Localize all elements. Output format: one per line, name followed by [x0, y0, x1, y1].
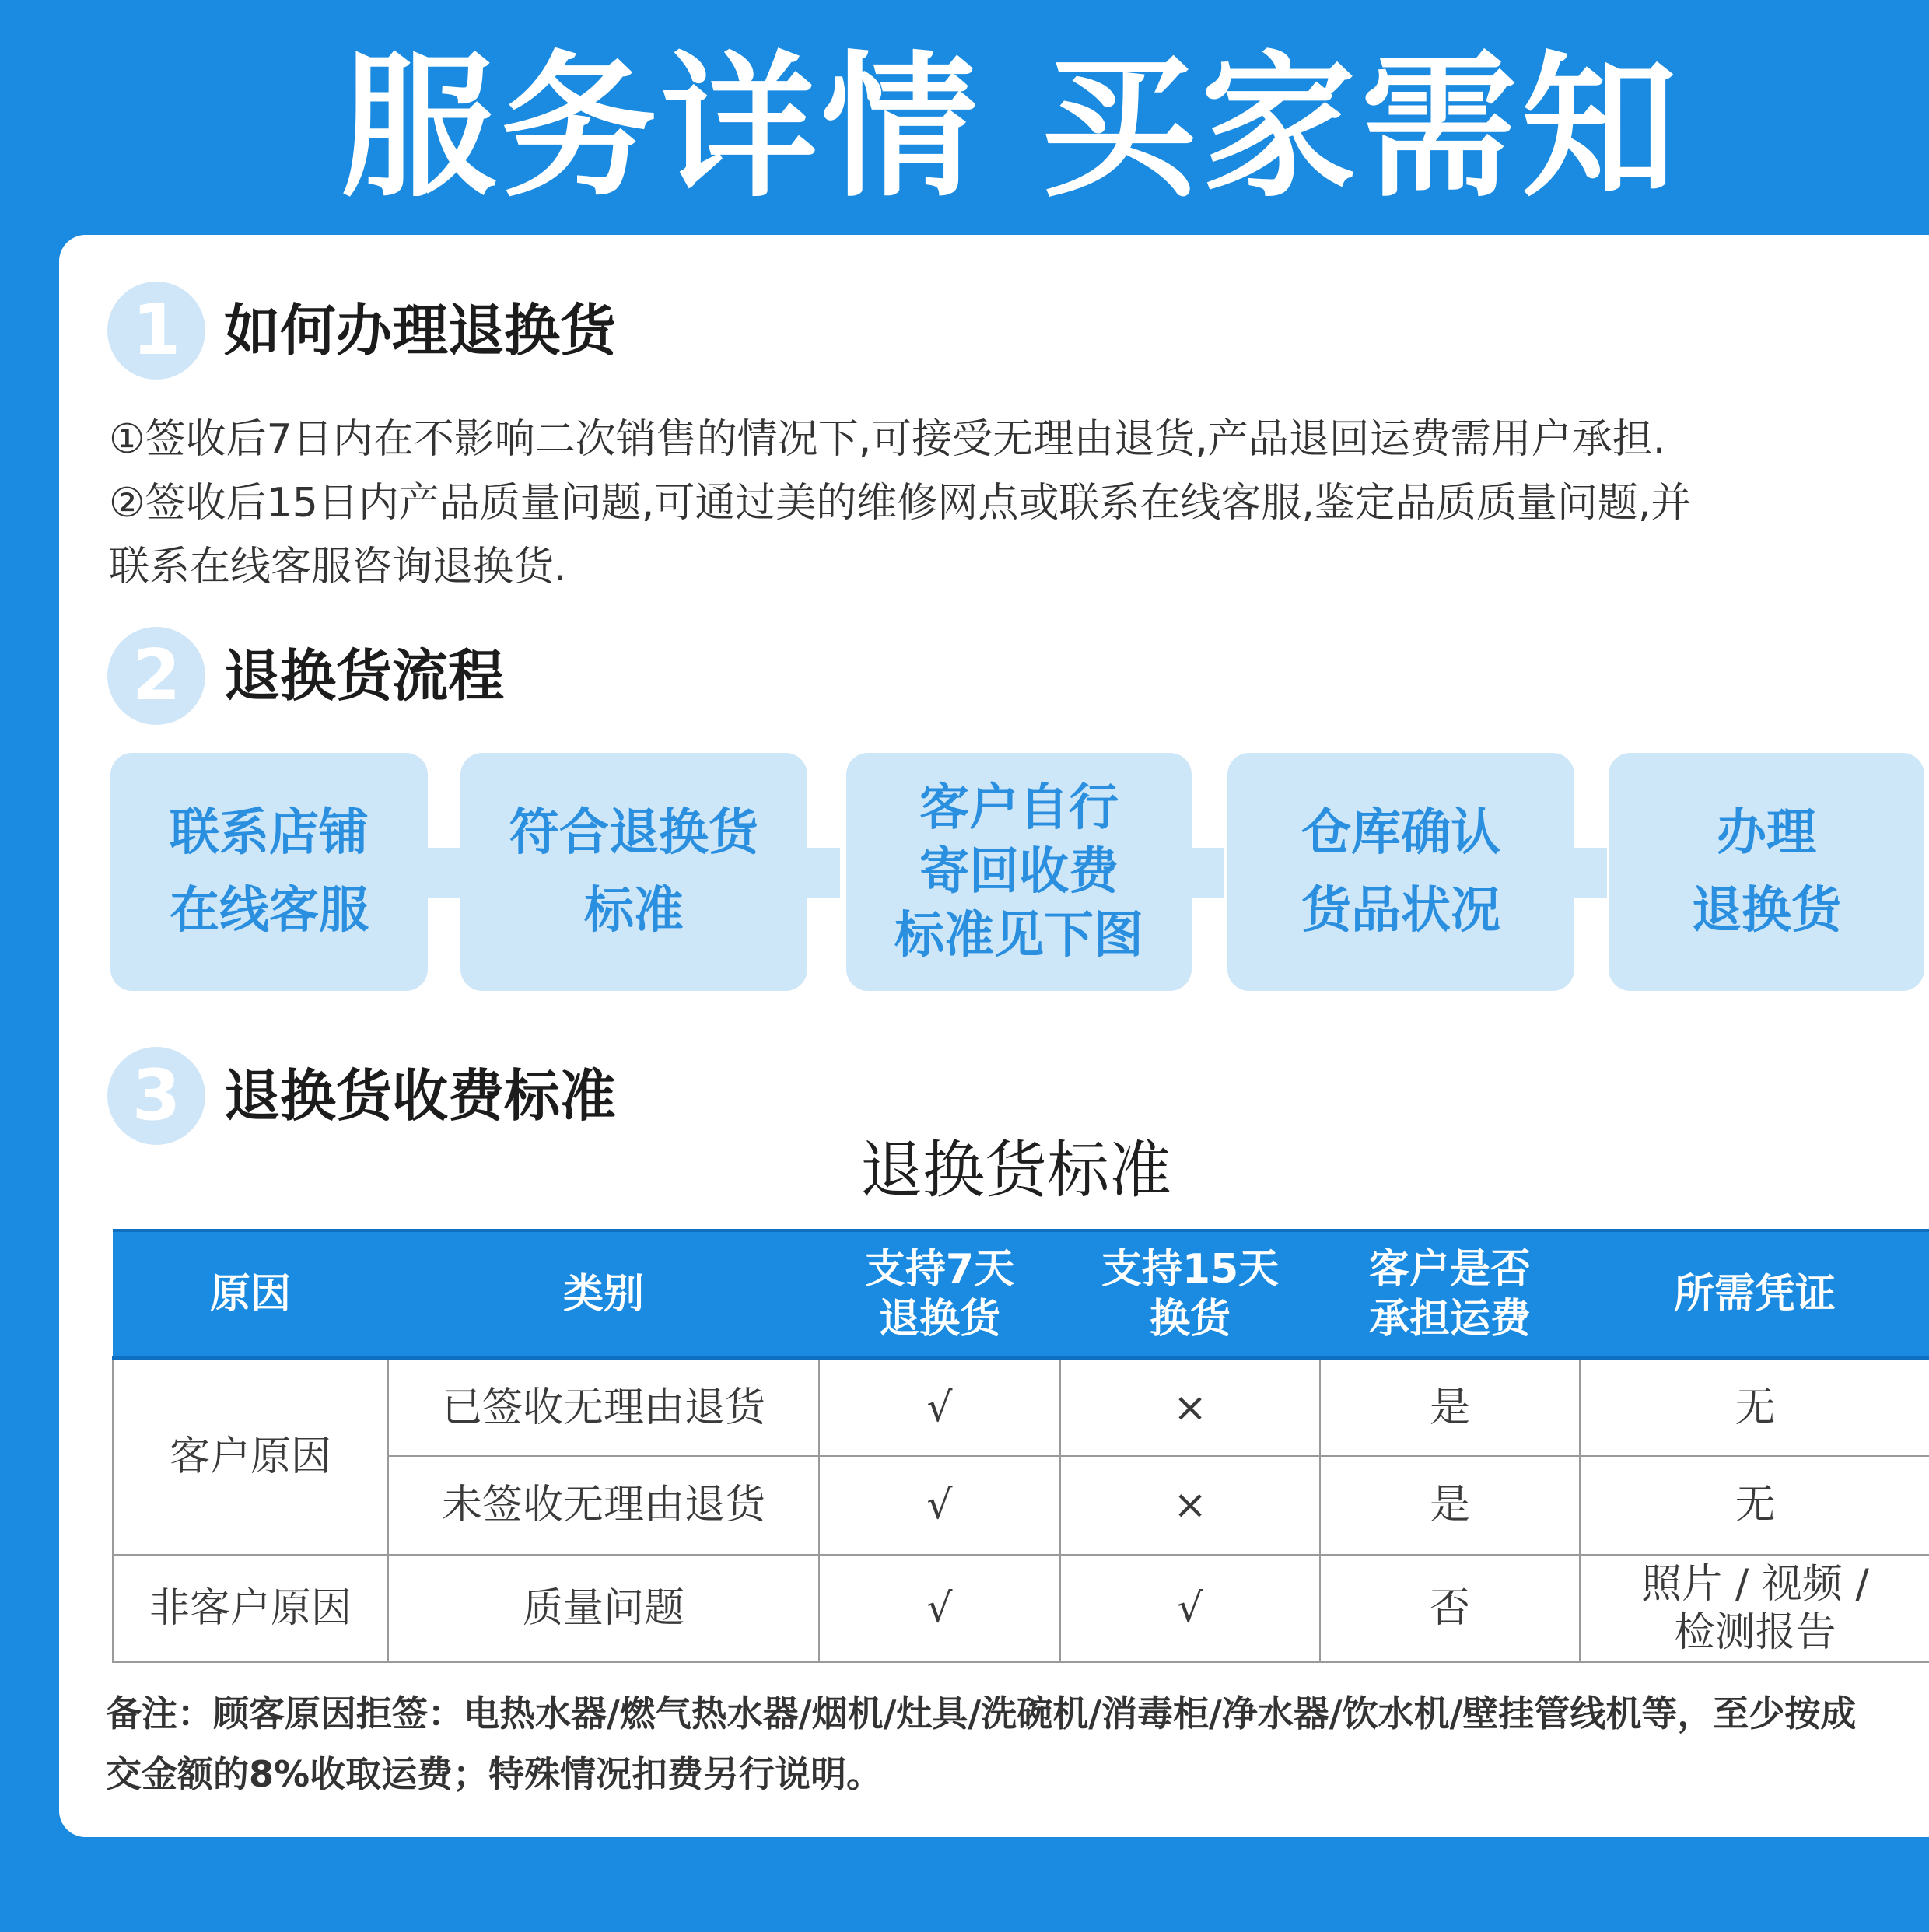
shipping-cell: 是	[1320, 1456, 1580, 1554]
flow-step-process-return	[1609, 753, 1924, 991]
shipping-cell: 否	[1320, 1555, 1580, 1662]
page-title: 服务详情 买家需知	[341, 37, 1682, 219]
table-title: 退换货标准	[860, 1134, 1171, 1206]
cross-mark: ×	[1060, 1358, 1320, 1456]
flow-step-eligible	[460, 753, 807, 991]
table-row	[113, 1555, 1929, 1662]
table-header-row	[113, 1230, 1929, 1358]
check-mark: √	[819, 1456, 1060, 1554]
check-mark: √	[819, 1555, 1060, 1662]
cross-mark: ×	[1060, 1456, 1320, 1554]
flow-step-contact	[110, 753, 428, 991]
return-policy-text	[109, 408, 1929, 599]
proof-cell: 无	[1580, 1358, 1929, 1456]
flow-connector	[426, 848, 460, 898]
flow-connector	[1573, 848, 1607, 898]
table-row	[113, 1358, 1929, 1456]
reason-cell: 客户原因	[113, 1358, 388, 1555]
note-line: 交金额的8%收取运费；特殊情况扣费另行说明。	[106, 1753, 883, 1795]
note-text	[106, 1683, 1929, 1804]
category-cell: 未签收无理由退货	[388, 1456, 819, 1554]
policy-line: 联系在线客服咨询退换货.	[109, 544, 567, 590]
policy-line: ②签收后15日内产品质量问题,可通过美的维修网点或联系在线客服,鉴定品质质量问题,并	[109, 480, 1692, 527]
section-title: 退换货收费标准	[224, 1063, 617, 1129]
proof-cell: 照片 / 视频 / 检测报告	[1580, 1555, 1929, 1662]
check-mark: √	[819, 1358, 1060, 1456]
step-label: 货品状况	[1301, 882, 1500, 940]
category-cell: 已签收无理由退货	[388, 1358, 819, 1456]
category-cell: 质量问题	[388, 1555, 819, 1662]
step-label: 联系店铺	[170, 804, 369, 862]
flow-step-warehouse-check	[1227, 753, 1574, 991]
step-label: 标准见下图	[894, 907, 1143, 964]
step-label: 退换货	[1692, 882, 1841, 940]
section-title: 退换货流程	[224, 643, 505, 709]
check-mark: √	[1060, 1555, 1320, 1662]
section-number-badge: 3	[107, 1047, 205, 1145]
proof-cell: 无	[1580, 1456, 1929, 1554]
step-label: 办理	[1717, 804, 1816, 862]
column-header: 类别	[388, 1230, 819, 1358]
step-label: 标准	[584, 882, 684, 940]
content-card	[59, 235, 1929, 1837]
step-label: 符合退换货	[509, 804, 758, 862]
reason-cell: 非客户原因	[113, 1555, 388, 1662]
shipping-cell: 是	[1320, 1358, 1580, 1456]
flow-connector	[1190, 848, 1224, 898]
section-number-badge: 1	[107, 282, 205, 380]
step-label: 客户自行	[919, 779, 1119, 837]
note-line: 备注：顾客原因拒签：电热水器/燃气热水器/烟机/灶具/洗碗机/消毒柜/净水器/饮水机/壁挂管线机等，至少按成	[106, 1692, 1857, 1734]
column-header: 所需凭证	[1580, 1230, 1929, 1358]
policy-line: ①签收后7日内在不影响二次销售的情况下,可接受无理由退货,产品退回运费需用户承担.	[109, 416, 1666, 463]
return-fee-table	[112, 1229, 1929, 1663]
column-header: 客户是否 承担运费	[1320, 1230, 1580, 1358]
section-title: 如何办理退换货	[224, 298, 617, 363]
flow-step-send-back	[846, 753, 1192, 991]
section-number-badge: 2	[107, 627, 205, 725]
flow-connector	[806, 848, 840, 898]
step-label: 仓库确认	[1301, 804, 1500, 862]
step-label: 寄回收费	[919, 843, 1119, 901]
column-header: 支持15天 换货	[1060, 1230, 1320, 1358]
column-header: 支持7天 退换货	[819, 1230, 1060, 1358]
column-header: 原因	[113, 1230, 388, 1358]
step-label: 在线客服	[170, 882, 369, 940]
